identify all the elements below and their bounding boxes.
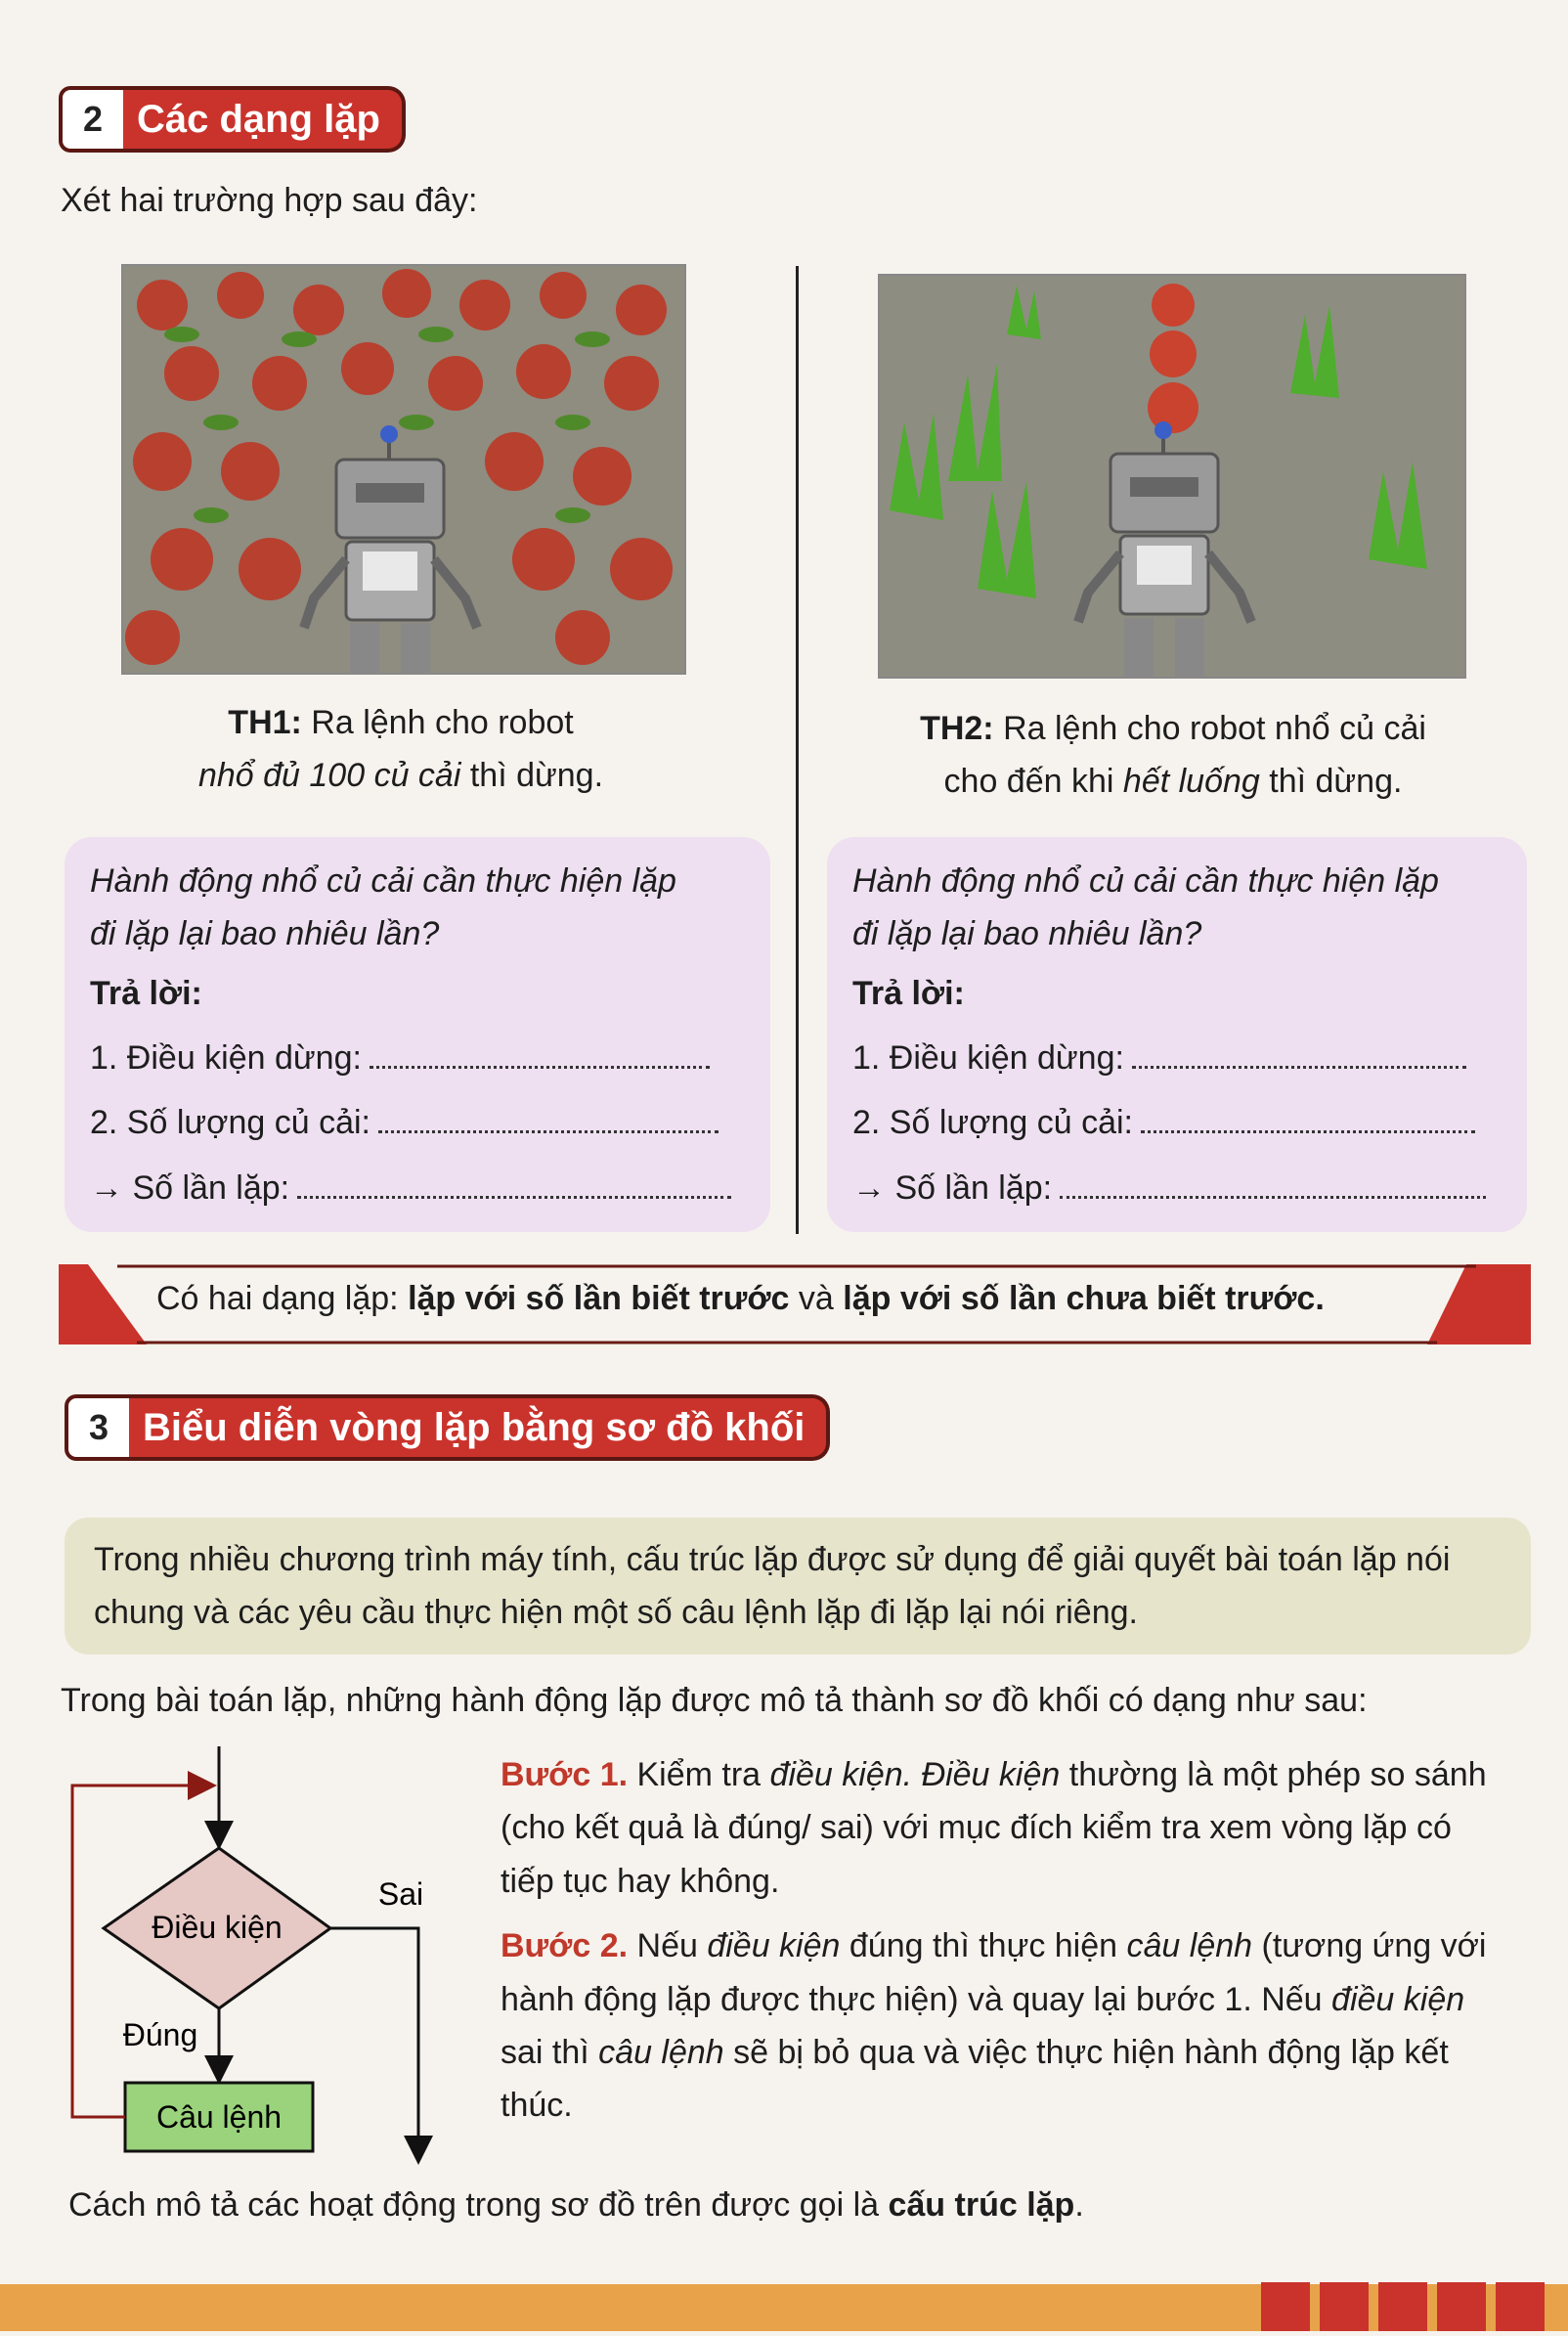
th2-pre: cho đến khi xyxy=(943,763,1123,801)
question-line1: Hành động nhổ củ cải cần thực hiện lặp xyxy=(852,862,1439,900)
th2-caption xyxy=(850,702,1496,809)
step2-italic: điều kiện xyxy=(1331,1980,1465,2018)
steps-text xyxy=(501,1748,1498,2133)
answer-item1: 1. Điều kiện dừng: xyxy=(90,1039,362,1078)
step2-italic: câu lệnh xyxy=(1126,1927,1253,1965)
summary-banner xyxy=(59,1264,1531,1344)
flow-intro: Trong bài toán lặp, những hành động lặp được mô tả thành sơ đồ khối có dạng như sau: xyxy=(61,1682,1368,1719)
condition-label: Điều kiện xyxy=(152,1910,283,1945)
answer-item2: 2. Số lượng củ cải: xyxy=(852,1104,1133,1142)
step2-text: (tương ứng với hành động lặp được thực hiện) và quay lại bước 1. Nếu xyxy=(501,1927,1487,2018)
banner-bold2: lặp với số lần chưa biết trước. xyxy=(843,1280,1325,1317)
footer-stripes xyxy=(1261,2278,1554,2331)
section-3-heading xyxy=(65,1394,830,1461)
answer-blank[interactable] xyxy=(1060,1184,1486,1199)
robot-grass-row-image xyxy=(878,274,1466,679)
step2-italic: câu lệnh xyxy=(598,2033,724,2071)
step-2 xyxy=(501,1919,1498,2133)
step1-text: thường là một phép so sánh (cho kết quả là đúng/ sai) với mục đích kiểm tra xem vòng lặp có tiếp tục hay không. xyxy=(501,1756,1487,1900)
answer-item3: → Số lần lặp: xyxy=(90,1168,290,1207)
question-box-th2 xyxy=(827,837,1527,1232)
radish-row xyxy=(1148,284,1198,433)
th2-label: TH2: xyxy=(920,710,994,747)
banner-pre: Có hai dạng lặp: xyxy=(156,1280,409,1317)
conclusion-end: . xyxy=(1074,2186,1084,2224)
conclusion xyxy=(68,2181,1084,2230)
note-box: Trong nhiều chương trình máy tính, cấu trúc lặp được sử dụng để giải quyết bài toán lặp nói chung và các yêu cầu thực hiện một số câu lệnh lặp đi lặp lại nói riêng. xyxy=(65,1518,1531,1654)
answer-item3: → Số lần lặp: xyxy=(852,1168,1053,1207)
flowchart xyxy=(59,1741,469,2181)
th1-caption xyxy=(108,696,694,803)
step1-label: Bước 1. xyxy=(501,1756,629,1793)
question-line2: đi lặp lại bao nhiêu lần? xyxy=(852,915,1202,953)
banner-mid: và xyxy=(789,1280,844,1317)
th2-rest: thì dừng. xyxy=(1259,763,1403,801)
th2-italic: hết luống xyxy=(1122,763,1260,801)
section-title: Các dạng lặp xyxy=(123,86,406,153)
step1-italic: điều kiện. Điều kiện xyxy=(769,1756,1061,1793)
section-2-heading xyxy=(59,86,406,153)
answer-blank[interactable] xyxy=(1141,1119,1475,1133)
banner-bold1: lặp với số lần biết trước xyxy=(408,1280,790,1317)
question-line1: Hành động nhổ củ cải cần thực hiện lặp xyxy=(90,862,676,900)
statement-label: Câu lệnh xyxy=(155,2099,283,2135)
answer-blank[interactable] xyxy=(297,1184,731,1199)
conclusion-text: Cách mô tả các hoạt động trong sơ đồ trên được gọi là xyxy=(68,2186,889,2224)
step2-label: Bước 2. xyxy=(501,1927,629,1965)
false-label: Sai xyxy=(377,1876,424,1912)
conclusion-bold: cấu trúc lặp xyxy=(888,2186,1075,2224)
th1-rest: thì dừng. xyxy=(460,757,604,795)
section-number: 2 xyxy=(59,86,123,153)
answer-blank[interactable] xyxy=(370,1054,710,1069)
th1-label: TH1: xyxy=(228,704,302,741)
step2-text: Nếu xyxy=(628,1927,708,1965)
question-line2: đi lặp lại bao nhiêu lần? xyxy=(90,915,440,953)
answer-item1: 1. Điều kiện dừng: xyxy=(852,1039,1124,1078)
false-arrow xyxy=(330,1928,418,2159)
answer-blank[interactable] xyxy=(1132,1054,1466,1069)
step2-text: đúng thì thực hiện xyxy=(840,1927,1127,1965)
section-number: 3 xyxy=(65,1394,129,1461)
th2-text1: Ra lệnh cho robot nhổ củ cải xyxy=(993,710,1426,747)
answer-item2: 2. Số lượng củ cải: xyxy=(90,1104,370,1142)
question-box-th1 xyxy=(65,837,770,1232)
robot-radish-field-image xyxy=(121,264,686,675)
th1-italic: nhổ đủ 100 củ cải xyxy=(197,757,461,795)
true-label: Đúng xyxy=(122,2017,198,2052)
answer-label: Trả lời: xyxy=(90,974,202,1012)
answer-blank[interactable] xyxy=(378,1119,719,1133)
section-title: Biểu diễn vòng lặp bằng sơ đồ khối xyxy=(129,1394,830,1461)
step2-italic: điều kiện xyxy=(707,1927,841,1965)
step-1 xyxy=(501,1748,1498,1908)
step2-text: sẽ bị bỏ qua và việc thực hiện hành động lặp kết thúc. xyxy=(501,2033,1449,2125)
th1-text1: Ra lệnh cho robot xyxy=(301,704,574,741)
intro-text: Xét hai trường hợp sau đây: xyxy=(61,182,478,219)
step1-text: Kiểm tra xyxy=(628,1756,770,1793)
step2-text: sai thì xyxy=(501,2033,599,2071)
column-divider xyxy=(796,266,799,1234)
answer-label: Trả lời: xyxy=(852,974,965,1012)
